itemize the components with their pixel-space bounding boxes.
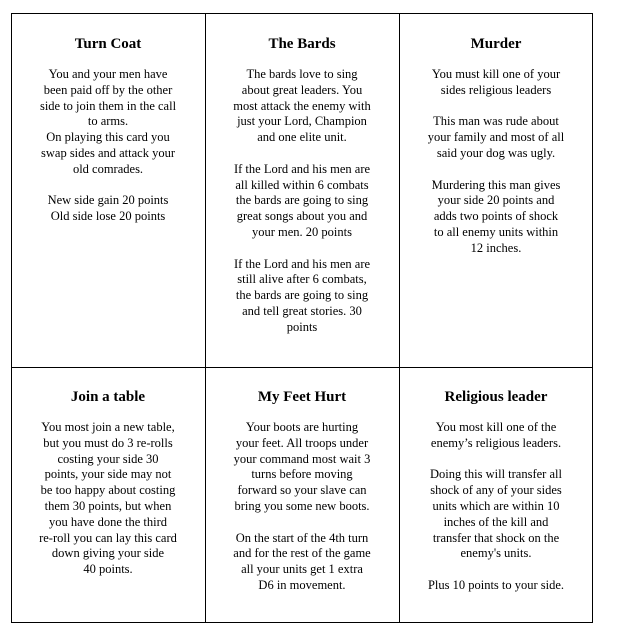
card-title: Turn Coat	[74, 36, 142, 52]
card-paragraph: Murdering this man gives your side 20 points and adds two points of shock to all enemy units within 12 inches.	[431, 177, 561, 255]
card-title: Religious leader	[444, 389, 548, 405]
card-paragraph: Plus 10 points to your side.	[427, 577, 565, 592]
card-paragraph: The bards love to sing about great leaders. You most attack the enemy with just your Lord, Champion and one elite unit.	[233, 67, 371, 145]
card-paragraph: On the start of the 4th turn and for the rest of the game all your units get 1 extra D6 in movement.	[233, 530, 371, 592]
card-paragraph: Doing this will transfer all shock of any of your sides units which are within 10 inches of the kill and transfer that shock on the enemy's units.	[430, 467, 562, 561]
card-murder	[399, 35, 593, 272]
card-title: My Feet Hurt	[257, 389, 347, 405]
card-my-feet-hurt	[205, 388, 399, 610]
card-join-a-table	[11, 388, 205, 594]
card-title: The Bards	[268, 36, 336, 52]
card-paragraph: If the Lord and his men are still alive after 6 combats, the bards are going to sing and tell great stories. 30 points	[233, 256, 371, 334]
card-paragraph: Your boots are hurting your feet. All troops under your command most wait 3 turns before moving forward so your slave can bring you some new boots.	[233, 420, 371, 513]
card-the-bards	[205, 35, 399, 351]
card-paragraph: You most kill one of the enemy’s religious leaders.	[430, 420, 562, 450]
card-title: Murder	[470, 36, 522, 52]
card-paragraph: New side gain 20 points Old side lose 20 points	[47, 193, 169, 224]
card-paragraph: You and your men have been paid off by the other side to join them in the call to arms. On playing this card you swap sides and attack your old comrades.	[39, 67, 177, 176]
card-paragraph: You must kill one of your sides religious leaders	[431, 67, 561, 97]
card-turn-coat	[11, 35, 205, 241]
card-paragraph: If the Lord and his men are all killed within 6 combats the bards are going to sing great songs about you and your men. 20 points	[233, 161, 371, 239]
card-paragraph: This man was rude about your family and most of all said your dog was ugly.	[427, 114, 565, 160]
card-title: Join a table	[70, 389, 146, 405]
card-religious-leader	[399, 388, 593, 610]
card-paragraph: You most join a new table, but you must do 3 re-rolls costing your side 30 points, your side may not be too happy about costing them 30 points, but when you have done the third re-roll you can lay this card down giving your side 40 points.	[39, 420, 177, 577]
row-divider	[12, 367, 592, 368]
